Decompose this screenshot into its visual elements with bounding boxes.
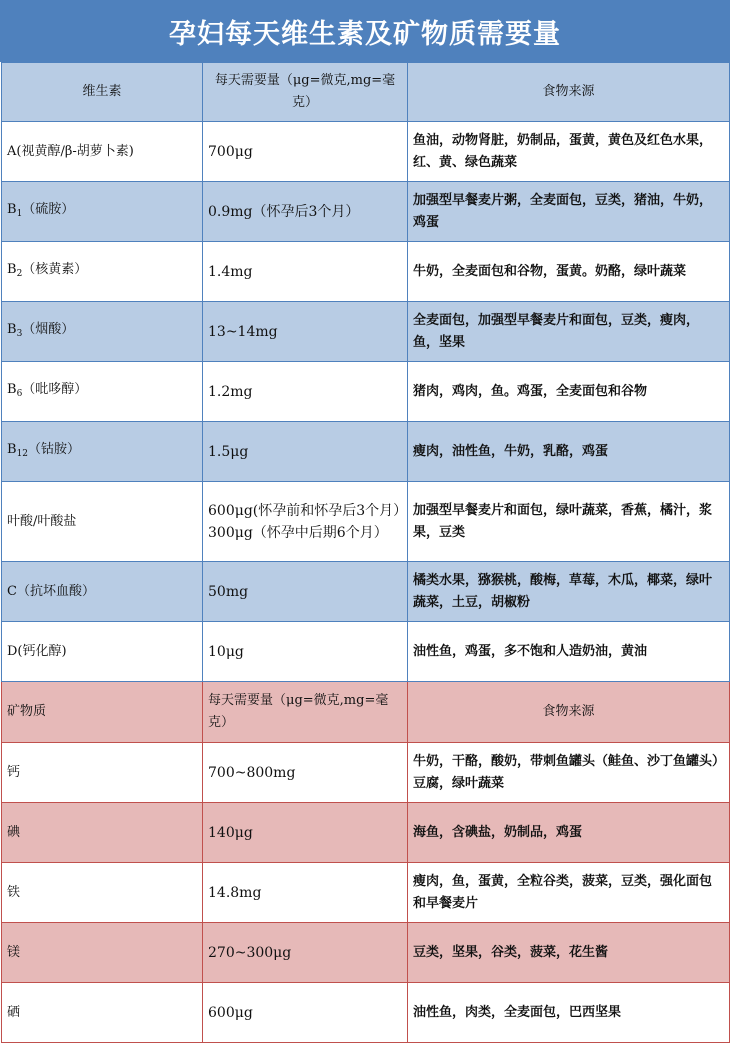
- mineral-amount: 700~800mg: [203, 743, 408, 803]
- mineral-row-calcium: [2, 743, 730, 803]
- vitamin-name-header: 维生素: [2, 63, 203, 122]
- vitamin-name: [2, 242, 203, 302]
- mineral-row-magnesium: [2, 923, 730, 983]
- vitamin-source: 油性鱼，鸡蛋，多不饱和人造奶油，黄油: [408, 622, 730, 682]
- vitamin-amount: 13~14mg: [203, 302, 408, 362]
- vitamin-subscript: 6: [16, 388, 23, 399]
- mineral-source: 油性鱼，肉类，全麦面包，巴西坚果: [408, 983, 730, 1043]
- vitamin-name: 叶酸/叶酸盐: [2, 482, 203, 562]
- vitamin-name: C（抗坏血酸）: [2, 562, 203, 622]
- vitamin-amount: 1.5μg: [203, 422, 408, 482]
- mineral-name: 碘: [2, 803, 203, 863]
- nutrition-table: [1, 62, 730, 1043]
- vitamin-letter: B: [7, 321, 17, 337]
- mineral-source: 牛奶，干酪，酸奶，带刺鱼罐头（鲑鱼、沙丁鱼罐头）豆腐，绿叶蔬菜: [408, 743, 730, 803]
- vitamin-amount: 1.4mg: [203, 242, 408, 302]
- mineral-amount-header: 每天需要量（μg=微克,mg=毫克）: [203, 682, 408, 743]
- mineral-amount: 600μg: [203, 983, 408, 1043]
- vitamin-source: 牛奶，全麦面包和谷物，蛋黄。奶酪，绿叶蔬菜: [408, 242, 730, 302]
- vitamin-amount: 10μg: [203, 622, 408, 682]
- vitamin-source: 鱼油，动物肾脏，奶制品，蛋黄，黄色及红色水果，红、黄、绿色蔬菜: [408, 122, 730, 182]
- mineral-name: 钙: [2, 743, 203, 803]
- mineral-header-row: [2, 682, 730, 743]
- vitamin-amount-header: 每天需要量（μg=微克,mg=毫克）: [203, 63, 408, 122]
- vitamin-chemical-name: （钴胺）: [28, 441, 81, 457]
- mineral-row-iodine: [2, 803, 730, 863]
- mineral-source: 海鱼，含碘盐，奶制品，鸡蛋: [408, 803, 730, 863]
- vitamin-letter: B: [7, 381, 17, 397]
- vitamin-row-a: [2, 122, 730, 182]
- vitamin-amount: 0.9mg（怀孕后3个月）: [203, 182, 408, 242]
- vitamin-subscript: 3: [16, 328, 23, 339]
- vitamin-source: 加强型早餐麦片粥，全麦面包，豆类，猪油，牛奶，鸡蛋: [408, 182, 730, 242]
- vitamin-name: [2, 422, 203, 482]
- vitamin-source: 加强型早餐麦片和面包，绿叶蔬菜，香蕉，橘汁，浆果，豆类: [408, 482, 730, 562]
- vitamin-row-folate: [2, 482, 730, 562]
- vitamin-amount: 600μg(怀孕前和怀孕后3个月）300μg（怀孕中后期6个月）: [203, 482, 408, 562]
- vitamin-name: [2, 182, 203, 242]
- vitamin-source-header: 食物来源: [408, 63, 730, 122]
- vitamin-row-b12: [2, 422, 730, 482]
- mineral-name: 铁: [2, 863, 203, 923]
- mineral-amount: 140μg: [203, 803, 408, 863]
- vitamin-name: [2, 302, 203, 362]
- vitamin-source: 橘类水果，猕猴桃，酸梅，草莓，木瓜，椰菜，绿叶蔬菜，土豆，胡椒粉: [408, 562, 730, 622]
- vitamin-row-b1: [2, 182, 730, 242]
- vitamin-letter: B: [7, 441, 17, 457]
- mineral-name-header: 矿物质: [2, 682, 203, 743]
- vitamin-chemical-name: （核黄素）: [22, 261, 88, 277]
- vitamin-row-d: [2, 622, 730, 682]
- mineral-row-selenium: [2, 983, 730, 1043]
- vitamin-amount: 50mg: [203, 562, 408, 622]
- vitamin-chemical-name: （烟酸）: [22, 321, 75, 337]
- vitamin-amount: 700μg: [203, 122, 408, 182]
- vitamin-amount: 1.2mg: [203, 362, 408, 422]
- vitamin-row-b2: [2, 242, 730, 302]
- page-title: 孕妇每天维生素及矿物质需要量: [0, 0, 730, 62]
- vitamin-header-row: [2, 63, 730, 122]
- mineral-source: 瘦肉，鱼，蛋黄，全粒谷类，菠菜，豆类，强化面包和早餐麦片: [408, 863, 730, 923]
- vitamin-source: 全麦面包，加强型早餐麦片和面包，豆类，瘦肉，鱼，坚果: [408, 302, 730, 362]
- mineral-source: 豆类，坚果，谷类，菠菜，花生酱: [408, 923, 730, 983]
- mineral-name: 硒: [2, 983, 203, 1043]
- mineral-row-iron: [2, 863, 730, 923]
- vitamin-row-b3: [2, 302, 730, 362]
- vitamin-letter: B: [7, 261, 17, 277]
- vitamin-row-b6: [2, 362, 730, 422]
- vitamin-source: 瘦肉，油性鱼，牛奶，乳酪，鸡蛋: [408, 422, 730, 482]
- vitamin-name: A(视黄醇/β-胡萝卜素): [2, 122, 203, 182]
- mineral-amount: 14.8mg: [203, 863, 408, 923]
- vitamin-subscript: 12: [16, 448, 29, 459]
- vitamin-row-c: [2, 562, 730, 622]
- vitamin-letter: B: [7, 201, 17, 217]
- vitamin-chemical-name: （硫胺）: [22, 201, 75, 217]
- vitamin-name: D(钙化醇): [2, 622, 203, 682]
- vitamin-chemical-name: （吡哆醇）: [22, 381, 88, 397]
- vitamin-subscript: 2: [16, 268, 23, 279]
- vitamin-source: 猪肉，鸡肉，鱼。鸡蛋，全麦面包和谷物: [408, 362, 730, 422]
- mineral-source-header: 食物来源: [408, 682, 730, 743]
- vitamin-name: [2, 362, 203, 422]
- vitamin-subscript: 1: [16, 208, 23, 219]
- mineral-name: 镁: [2, 923, 203, 983]
- mineral-amount: 270~300μg: [203, 923, 408, 983]
